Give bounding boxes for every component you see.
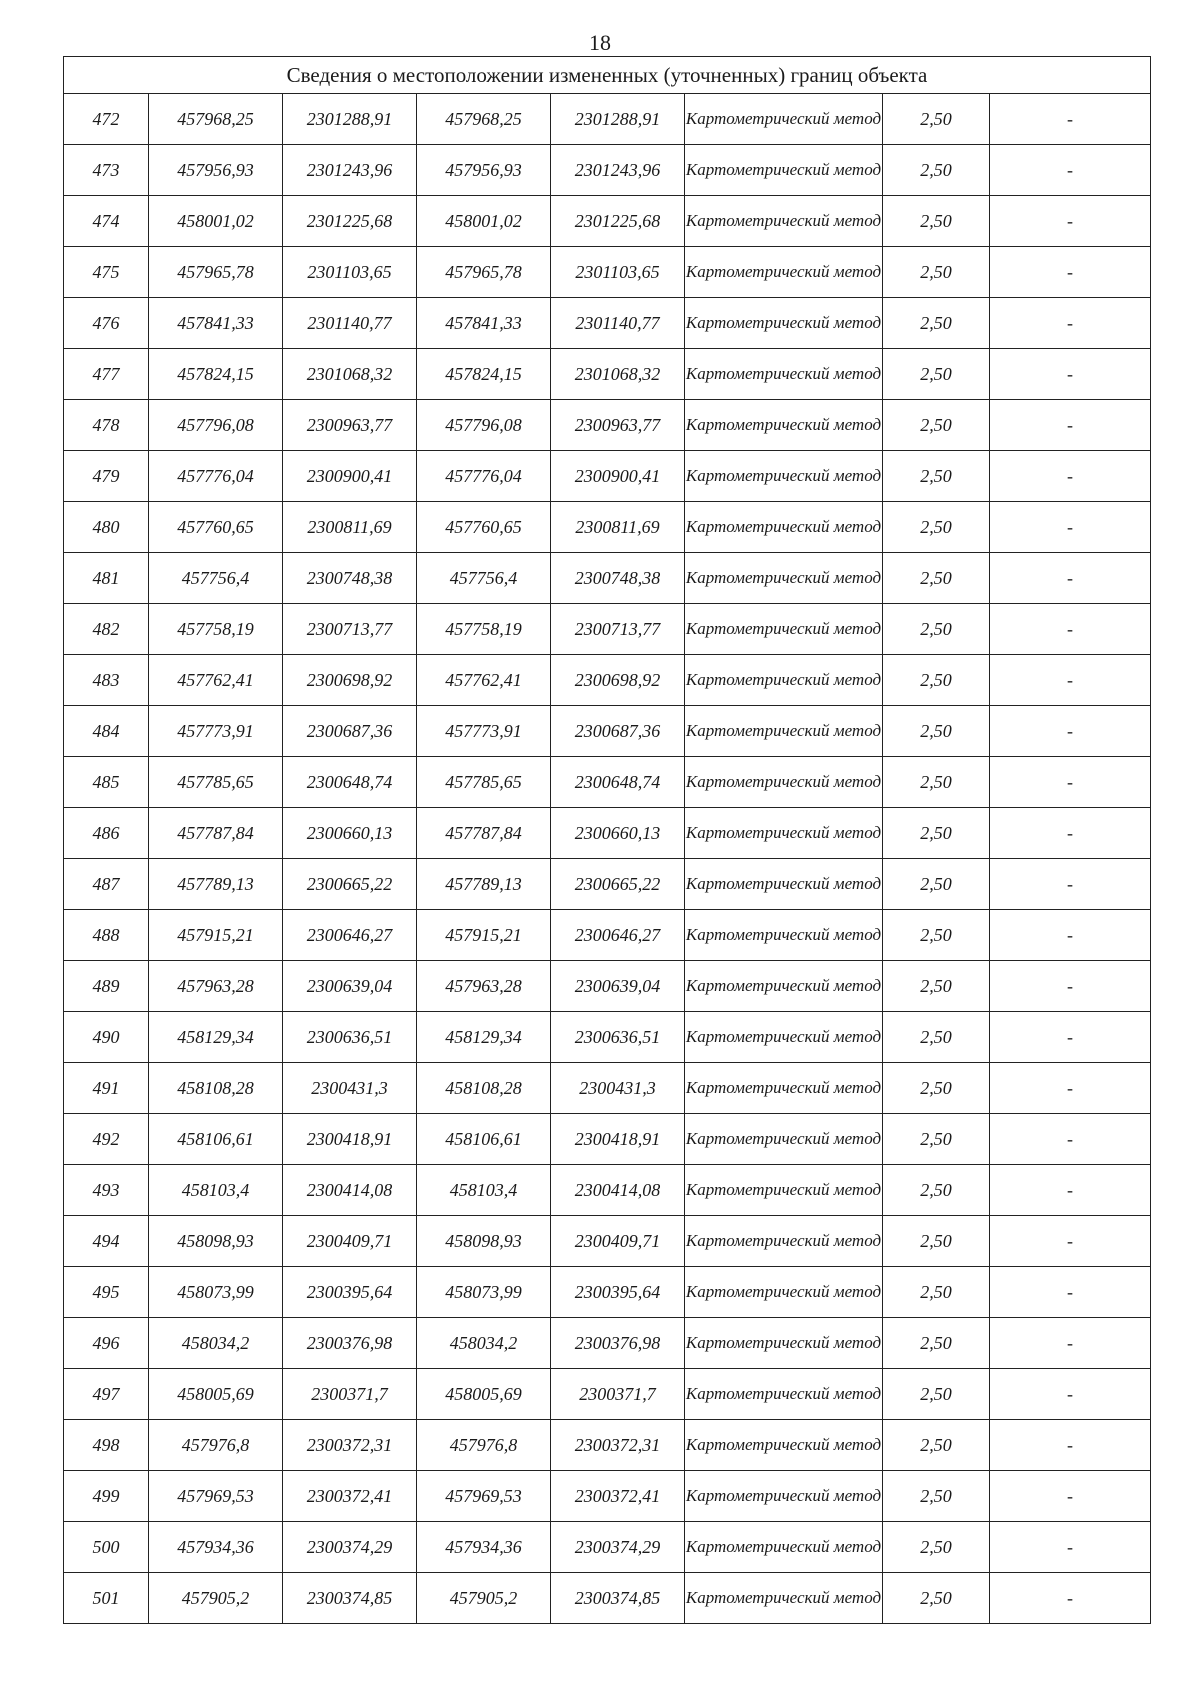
point-number-cell: 492 xyxy=(64,1114,149,1165)
method-cell: Картометрический метод xyxy=(685,451,883,502)
y-existing-cell: 2300748,38 xyxy=(283,553,417,604)
table-row xyxy=(64,1420,1151,1471)
y-existing-cell: 2300639,04 xyxy=(283,961,417,1012)
point-number-cell: 472 xyxy=(64,94,149,145)
note-cell: - xyxy=(990,1165,1151,1216)
accuracy-cell: 2,50 xyxy=(883,400,990,451)
point-number-cell: 481 xyxy=(64,553,149,604)
note-cell: - xyxy=(990,451,1151,502)
accuracy-cell: 2,50 xyxy=(883,1267,990,1318)
table-row xyxy=(64,1522,1151,1573)
note-cell: - xyxy=(990,604,1151,655)
method-cell: Картометрический метод xyxy=(685,1267,883,1318)
point-number-cell: 479 xyxy=(64,451,149,502)
point-number-cell: 482 xyxy=(64,604,149,655)
x-existing-cell: 457905,2 xyxy=(149,1573,283,1624)
accuracy-cell: 2,50 xyxy=(883,1420,990,1471)
table-row xyxy=(64,655,1151,706)
note-cell: - xyxy=(990,1267,1151,1318)
method-cell: Картометрический метод xyxy=(685,604,883,655)
accuracy-cell: 2,50 xyxy=(883,1369,990,1420)
note-cell: - xyxy=(990,400,1151,451)
x-refined-cell: 457841,33 xyxy=(417,298,551,349)
method-cell: Картометрический метод xyxy=(685,1471,883,1522)
y-refined-cell: 2301288,91 xyxy=(551,94,685,145)
x-refined-cell: 457934,36 xyxy=(417,1522,551,1573)
note-cell: - xyxy=(990,1420,1151,1471)
table-row xyxy=(64,94,1151,145)
x-existing-cell: 457968,25 xyxy=(149,94,283,145)
y-existing-cell: 2300687,36 xyxy=(283,706,417,757)
x-existing-cell: 458001,02 xyxy=(149,196,283,247)
y-refined-cell: 2300713,77 xyxy=(551,604,685,655)
y-existing-cell: 2300372,31 xyxy=(283,1420,417,1471)
x-refined-cell: 458103,4 xyxy=(417,1165,551,1216)
method-cell: Картометрический метод xyxy=(685,196,883,247)
table-row xyxy=(64,1063,1151,1114)
note-cell: - xyxy=(990,94,1151,145)
table-row xyxy=(64,808,1151,859)
method-cell: Картометрический метод xyxy=(685,961,883,1012)
y-refined-cell: 2300372,41 xyxy=(551,1471,685,1522)
x-existing-cell: 457841,33 xyxy=(149,298,283,349)
y-refined-cell: 2300698,92 xyxy=(551,655,685,706)
point-number-cell: 477 xyxy=(64,349,149,400)
y-existing-cell: 2300431,3 xyxy=(283,1063,417,1114)
y-existing-cell: 2300414,08 xyxy=(283,1165,417,1216)
y-existing-cell: 2300374,85 xyxy=(283,1573,417,1624)
x-existing-cell: 457965,78 xyxy=(149,247,283,298)
y-refined-cell: 2300431,3 xyxy=(551,1063,685,1114)
x-refined-cell: 457785,65 xyxy=(417,757,551,808)
table-row xyxy=(64,451,1151,502)
accuracy-cell: 2,50 xyxy=(883,502,990,553)
note-cell: - xyxy=(990,961,1151,1012)
y-existing-cell: 2301243,96 xyxy=(283,145,417,196)
note-cell: - xyxy=(990,502,1151,553)
accuracy-cell: 2,50 xyxy=(883,196,990,247)
x-existing-cell: 458103,4 xyxy=(149,1165,283,1216)
x-existing-cell: 457934,36 xyxy=(149,1522,283,1573)
y-refined-cell: 2301243,96 xyxy=(551,145,685,196)
table-row xyxy=(64,1267,1151,1318)
x-existing-cell: 458098,93 xyxy=(149,1216,283,1267)
y-refined-cell: 2301225,68 xyxy=(551,196,685,247)
y-refined-cell: 2301103,65 xyxy=(551,247,685,298)
x-refined-cell: 457915,21 xyxy=(417,910,551,961)
x-refined-cell: 457762,41 xyxy=(417,655,551,706)
method-cell: Картометрический метод xyxy=(685,298,883,349)
x-refined-cell: 457758,19 xyxy=(417,604,551,655)
point-number-cell: 499 xyxy=(64,1471,149,1522)
y-refined-cell: 2300748,38 xyxy=(551,553,685,604)
y-refined-cell: 2300648,74 xyxy=(551,757,685,808)
method-cell: Картометрический метод xyxy=(685,1165,883,1216)
x-existing-cell: 458106,61 xyxy=(149,1114,283,1165)
note-cell: - xyxy=(990,859,1151,910)
note-cell: - xyxy=(990,1369,1151,1420)
x-refined-cell: 457773,91 xyxy=(417,706,551,757)
note-cell: - xyxy=(990,1114,1151,1165)
note-cell: - xyxy=(990,1522,1151,1573)
point-number-cell: 489 xyxy=(64,961,149,1012)
note-cell: - xyxy=(990,1012,1151,1063)
x-refined-cell: 458005,69 xyxy=(417,1369,551,1420)
method-cell: Картометрический метод xyxy=(685,706,883,757)
note-cell: - xyxy=(990,808,1151,859)
table-row xyxy=(64,961,1151,1012)
accuracy-cell: 2,50 xyxy=(883,655,990,706)
accuracy-cell: 2,50 xyxy=(883,859,990,910)
y-refined-cell: 2300665,22 xyxy=(551,859,685,910)
x-refined-cell: 457905,2 xyxy=(417,1573,551,1624)
y-existing-cell: 2300646,27 xyxy=(283,910,417,961)
y-existing-cell: 2300660,13 xyxy=(283,808,417,859)
y-existing-cell: 2300698,92 xyxy=(283,655,417,706)
x-refined-cell: 457776,04 xyxy=(417,451,551,502)
x-existing-cell: 457796,08 xyxy=(149,400,283,451)
y-refined-cell: 2300811,69 xyxy=(551,502,685,553)
x-existing-cell: 458108,28 xyxy=(149,1063,283,1114)
point-number-cell: 497 xyxy=(64,1369,149,1420)
y-refined-cell: 2300963,77 xyxy=(551,400,685,451)
note-cell: - xyxy=(990,553,1151,604)
y-existing-cell: 2301103,65 xyxy=(283,247,417,298)
accuracy-cell: 2,50 xyxy=(883,1216,990,1267)
point-number-cell: 486 xyxy=(64,808,149,859)
x-existing-cell: 457776,04 xyxy=(149,451,283,502)
y-refined-cell: 2300395,64 xyxy=(551,1267,685,1318)
point-number-cell: 488 xyxy=(64,910,149,961)
y-existing-cell: 2300713,77 xyxy=(283,604,417,655)
y-existing-cell: 2300371,7 xyxy=(283,1369,417,1420)
table-row xyxy=(64,298,1151,349)
point-number-cell: 493 xyxy=(64,1165,149,1216)
x-existing-cell: 458005,69 xyxy=(149,1369,283,1420)
y-refined-cell: 2300371,7 xyxy=(551,1369,685,1420)
accuracy-cell: 2,50 xyxy=(883,604,990,655)
x-existing-cell: 457789,13 xyxy=(149,859,283,910)
table-row xyxy=(64,1471,1151,1522)
method-cell: Картометрический метод xyxy=(685,1573,883,1624)
x-existing-cell: 457976,8 xyxy=(149,1420,283,1471)
point-number-cell: 491 xyxy=(64,1063,149,1114)
y-existing-cell: 2300636,51 xyxy=(283,1012,417,1063)
x-existing-cell: 457760,65 xyxy=(149,502,283,553)
x-existing-cell: 457762,41 xyxy=(149,655,283,706)
method-cell: Картометрический метод xyxy=(685,808,883,859)
x-refined-cell: 457760,65 xyxy=(417,502,551,553)
table-row xyxy=(64,706,1151,757)
point-number-cell: 476 xyxy=(64,298,149,349)
note-cell: - xyxy=(990,349,1151,400)
y-refined-cell: 2300636,51 xyxy=(551,1012,685,1063)
y-refined-cell: 2301140,77 xyxy=(551,298,685,349)
accuracy-cell: 2,50 xyxy=(883,94,990,145)
accuracy-cell: 2,50 xyxy=(883,451,990,502)
x-refined-cell: 458106,61 xyxy=(417,1114,551,1165)
note-cell: - xyxy=(990,145,1151,196)
x-refined-cell: 458129,34 xyxy=(417,1012,551,1063)
point-number-cell: 498 xyxy=(64,1420,149,1471)
method-cell: Картометрический метод xyxy=(685,145,883,196)
table-row xyxy=(64,502,1151,553)
y-refined-cell: 2300414,08 xyxy=(551,1165,685,1216)
accuracy-cell: 2,50 xyxy=(883,757,990,808)
x-refined-cell: 458098,93 xyxy=(417,1216,551,1267)
table-body xyxy=(64,94,1151,1624)
y-existing-cell: 2300665,22 xyxy=(283,859,417,910)
x-refined-cell: 458073,99 xyxy=(417,1267,551,1318)
y-existing-cell: 2300648,74 xyxy=(283,757,417,808)
x-refined-cell: 458108,28 xyxy=(417,1063,551,1114)
table-row xyxy=(64,1114,1151,1165)
x-refined-cell: 457965,78 xyxy=(417,247,551,298)
y-refined-cell: 2300660,13 xyxy=(551,808,685,859)
note-cell: - xyxy=(990,706,1151,757)
accuracy-cell: 2,50 xyxy=(883,1012,990,1063)
point-number-cell: 484 xyxy=(64,706,149,757)
method-cell: Картометрический метод xyxy=(685,1522,883,1573)
point-number-cell: 487 xyxy=(64,859,149,910)
x-refined-cell: 457824,15 xyxy=(417,349,551,400)
x-existing-cell: 457785,65 xyxy=(149,757,283,808)
y-existing-cell: 2300811,69 xyxy=(283,502,417,553)
y-existing-cell: 2301140,77 xyxy=(283,298,417,349)
table-row xyxy=(64,196,1151,247)
table-row xyxy=(64,400,1151,451)
table-title: Сведения о местоположении измененных (уточненных) границ объекта xyxy=(64,57,1151,94)
y-existing-cell: 2301225,68 xyxy=(283,196,417,247)
x-refined-cell: 457789,13 xyxy=(417,859,551,910)
x-existing-cell: 458129,34 xyxy=(149,1012,283,1063)
y-existing-cell: 2300374,29 xyxy=(283,1522,417,1573)
x-refined-cell: 458001,02 xyxy=(417,196,551,247)
method-cell: Картометрический метод xyxy=(685,910,883,961)
x-refined-cell: 457787,84 xyxy=(417,808,551,859)
note-cell: - xyxy=(990,298,1151,349)
accuracy-cell: 2,50 xyxy=(883,349,990,400)
note-cell: - xyxy=(990,1063,1151,1114)
boundary-coordinates-table xyxy=(63,56,1151,1624)
method-cell: Картометрический метод xyxy=(685,349,883,400)
point-number-cell: 474 xyxy=(64,196,149,247)
accuracy-cell: 2,50 xyxy=(883,1063,990,1114)
x-refined-cell: 457796,08 xyxy=(417,400,551,451)
point-number-cell: 495 xyxy=(64,1267,149,1318)
x-refined-cell: 457756,4 xyxy=(417,553,551,604)
y-refined-cell: 2300639,04 xyxy=(551,961,685,1012)
point-number-cell: 483 xyxy=(64,655,149,706)
y-refined-cell: 2300900,41 xyxy=(551,451,685,502)
accuracy-cell: 2,50 xyxy=(883,1573,990,1624)
accuracy-cell: 2,50 xyxy=(883,1165,990,1216)
point-number-cell: 478 xyxy=(64,400,149,451)
table-row xyxy=(64,1216,1151,1267)
point-number-cell: 494 xyxy=(64,1216,149,1267)
x-existing-cell: 458073,99 xyxy=(149,1267,283,1318)
x-refined-cell: 457963,28 xyxy=(417,961,551,1012)
accuracy-cell: 2,50 xyxy=(883,1114,990,1165)
x-existing-cell: 458034,2 xyxy=(149,1318,283,1369)
y-refined-cell: 2300374,29 xyxy=(551,1522,685,1573)
accuracy-cell: 2,50 xyxy=(883,145,990,196)
method-cell: Картометрический метод xyxy=(685,1216,883,1267)
x-existing-cell: 457758,19 xyxy=(149,604,283,655)
accuracy-cell: 2,50 xyxy=(883,1522,990,1573)
note-cell: - xyxy=(990,196,1151,247)
table-row xyxy=(64,1012,1151,1063)
table-row xyxy=(64,1369,1151,1420)
point-number-cell: 480 xyxy=(64,502,149,553)
y-existing-cell: 2300418,91 xyxy=(283,1114,417,1165)
table-row xyxy=(64,1165,1151,1216)
accuracy-cell: 2,50 xyxy=(883,1471,990,1522)
note-cell: - xyxy=(990,1471,1151,1522)
table-title-row xyxy=(64,57,1151,94)
table-row xyxy=(64,1318,1151,1369)
accuracy-cell: 2,50 xyxy=(883,706,990,757)
y-existing-cell: 2300395,64 xyxy=(283,1267,417,1318)
point-number-cell: 496 xyxy=(64,1318,149,1369)
method-cell: Картометрический метод xyxy=(685,1420,883,1471)
point-number-cell: 485 xyxy=(64,757,149,808)
point-number-cell: 490 xyxy=(64,1012,149,1063)
y-existing-cell: 2300376,98 xyxy=(283,1318,417,1369)
table-row xyxy=(64,247,1151,298)
x-existing-cell: 457756,4 xyxy=(149,553,283,604)
x-refined-cell: 457968,25 xyxy=(417,94,551,145)
method-cell: Картометрический метод xyxy=(685,502,883,553)
x-existing-cell: 457963,28 xyxy=(149,961,283,1012)
accuracy-cell: 2,50 xyxy=(883,1318,990,1369)
y-refined-cell: 2300372,31 xyxy=(551,1420,685,1471)
point-number-cell: 501 xyxy=(64,1573,149,1624)
note-cell: - xyxy=(990,910,1151,961)
y-existing-cell: 2300409,71 xyxy=(283,1216,417,1267)
y-existing-cell: 2301288,91 xyxy=(283,94,417,145)
table-row xyxy=(64,349,1151,400)
table-row xyxy=(64,757,1151,808)
table-row xyxy=(64,604,1151,655)
y-existing-cell: 2300963,77 xyxy=(283,400,417,451)
method-cell: Картометрический метод xyxy=(685,553,883,604)
y-refined-cell: 2300646,27 xyxy=(551,910,685,961)
accuracy-cell: 2,50 xyxy=(883,247,990,298)
x-existing-cell: 457824,15 xyxy=(149,349,283,400)
method-cell: Картометрический метод xyxy=(685,1369,883,1420)
y-refined-cell: 2300687,36 xyxy=(551,706,685,757)
y-existing-cell: 2300900,41 xyxy=(283,451,417,502)
method-cell: Картометрический метод xyxy=(685,1063,883,1114)
y-existing-cell: 2301068,32 xyxy=(283,349,417,400)
method-cell: Картометрический метод xyxy=(685,655,883,706)
point-number-cell: 500 xyxy=(64,1522,149,1573)
x-existing-cell: 457787,84 xyxy=(149,808,283,859)
note-cell: - xyxy=(990,1318,1151,1369)
point-number-cell: 475 xyxy=(64,247,149,298)
accuracy-cell: 2,50 xyxy=(883,808,990,859)
x-refined-cell: 457956,93 xyxy=(417,145,551,196)
y-existing-cell: 2300372,41 xyxy=(283,1471,417,1522)
method-cell: Картометрический метод xyxy=(685,757,883,808)
table-row xyxy=(64,859,1151,910)
note-cell: - xyxy=(990,1573,1151,1624)
y-refined-cell: 2300418,91 xyxy=(551,1114,685,1165)
table-row xyxy=(64,1573,1151,1624)
x-existing-cell: 457773,91 xyxy=(149,706,283,757)
y-refined-cell: 2300374,85 xyxy=(551,1573,685,1624)
x-refined-cell: 458034,2 xyxy=(417,1318,551,1369)
table-row xyxy=(64,553,1151,604)
accuracy-cell: 2,50 xyxy=(883,298,990,349)
x-existing-cell: 457915,21 xyxy=(149,910,283,961)
method-cell: Картометрический метод xyxy=(685,400,883,451)
table-row xyxy=(64,145,1151,196)
note-cell: - xyxy=(990,247,1151,298)
method-cell: Картометрический метод xyxy=(685,859,883,910)
method-cell: Картометрический метод xyxy=(685,1318,883,1369)
y-refined-cell: 2300376,98 xyxy=(551,1318,685,1369)
x-refined-cell: 457969,53 xyxy=(417,1471,551,1522)
accuracy-cell: 2,50 xyxy=(883,961,990,1012)
page-number: 18 xyxy=(589,30,611,55)
x-existing-cell: 457956,93 xyxy=(149,145,283,196)
method-cell: Картометрический метод xyxy=(685,247,883,298)
point-number-cell: 473 xyxy=(64,145,149,196)
x-existing-cell: 457969,53 xyxy=(149,1471,283,1522)
y-refined-cell: 2300409,71 xyxy=(551,1216,685,1267)
x-refined-cell: 457976,8 xyxy=(417,1420,551,1471)
method-cell: Картометрический метод xyxy=(685,1114,883,1165)
accuracy-cell: 2,50 xyxy=(883,910,990,961)
accuracy-cell: 2,50 xyxy=(883,553,990,604)
method-cell: Картометрический метод xyxy=(685,1012,883,1063)
method-cell: Картометрический метод xyxy=(685,94,883,145)
table-row xyxy=(64,910,1151,961)
note-cell: - xyxy=(990,1216,1151,1267)
y-refined-cell: 2301068,32 xyxy=(551,349,685,400)
note-cell: - xyxy=(990,655,1151,706)
note-cell: - xyxy=(990,757,1151,808)
